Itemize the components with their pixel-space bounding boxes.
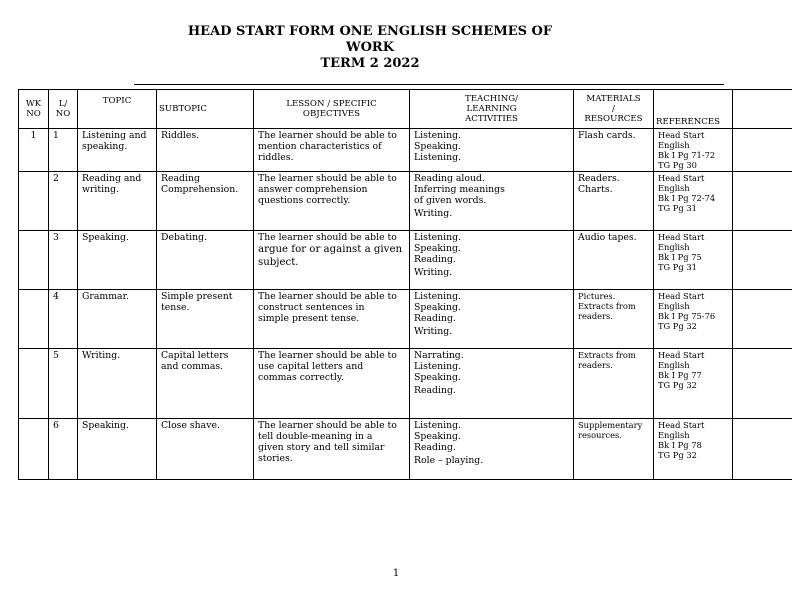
subtopic-cell: Reading Comprehension. [157, 172, 254, 231]
page-number: 1 [392, 568, 400, 579]
header-week-no: WK NO [19, 90, 49, 129]
references-cell: Head Start English Bk I Pg 75 TG Pg 31 [654, 231, 733, 290]
document-title [120, 24, 620, 72]
activities-cell: Listening. Speaking. Reading. Writing. [410, 290, 574, 349]
topic-cell: Grammar. [78, 290, 157, 349]
header-references: REFERENCES [654, 90, 733, 129]
objectives-cell: The learner should be able to mention characteristics of riddles. [254, 129, 410, 172]
materials-cell: Extracts from readers. [574, 349, 654, 419]
references-cell: Head Start English Bk I Pg 72-74 TG Pg 31 [654, 172, 733, 231]
activities-cell: Listening. Speaking. Reading. Role – playing. [410, 419, 574, 480]
header-materials: MATERIALS / RESOURCES [574, 90, 654, 129]
header-lesson-no: L/ NO [49, 90, 78, 129]
table-row [19, 172, 792, 231]
remarks-cell [733, 231, 792, 290]
lesson-number-cell: 2 [49, 172, 78, 231]
remarks-cell [733, 349, 792, 419]
topic-cell: Reading and writing. [78, 172, 157, 231]
materials-cell: Pictures. Extracts from readers. [574, 290, 654, 349]
references-cell: Head Start English Bk I Pg 75-76 TG Pg 32 [654, 290, 733, 349]
title-line-2: WORK [345, 40, 395, 55]
lesson-number-cell: 4 [49, 290, 78, 349]
materials-cell: Audio tapes. [574, 231, 654, 290]
materials-cell: Readers. Charts. [574, 172, 654, 231]
objectives-cell: The learner should be able to tell double-meaning in a given story and tell similar stories. [254, 419, 410, 480]
activities-cell: Reading aloud. Inferring meanings of given words. Writing. [410, 172, 574, 231]
remarks-cell [733, 129, 792, 172]
table-header-row [19, 90, 792, 129]
materials-cell: Supplementary resources. [574, 419, 654, 480]
subtopic-cell: Debating. [157, 231, 254, 290]
week-number-cell: 1 [19, 129, 49, 172]
references-cell: Head Start English Bk I Pg 77 TG Pg 32 [654, 349, 733, 419]
table-row [19, 290, 792, 349]
activities-cell: Narrating. Listening. Speaking. Reading. [410, 349, 574, 419]
week-cell-empty [19, 290, 49, 349]
subtopic-cell: Capital letters and commas. [157, 349, 254, 419]
header-remarks [733, 90, 792, 129]
lesson-number-cell: 3 [49, 231, 78, 290]
week-cell-empty [19, 172, 49, 231]
week-cell-empty [19, 349, 49, 419]
subtopic-cell: Riddles. [157, 129, 254, 172]
header-activities: TEACHING/ LEARNING ACTIVITIES [410, 90, 574, 129]
scheme-of-work-table [18, 89, 792, 480]
activities-cell: Listening. Speaking. Reading. Writing. [410, 231, 574, 290]
topic-cell: Speaking. [78, 231, 157, 290]
lesson-number-cell: 5 [49, 349, 78, 419]
week-cell-empty [19, 231, 49, 290]
objectives-cell: The learner should be able to answer comprehension questions correctly. [254, 172, 410, 231]
title-line-3: TERM 2 2022 [320, 56, 420, 71]
title-line-1: HEAD START FORM ONE ENGLISH SCHEMES OF [187, 24, 553, 39]
topic-cell: Writing. [78, 349, 157, 419]
references-cell: Head Start English Bk I Pg 71-72 TG Pg 30 [654, 129, 733, 172]
table-row [19, 419, 792, 480]
activities-cell: Listening. Speaking. Listening. [410, 129, 574, 172]
header-subtopic: SUBTOPIC [157, 90, 254, 129]
header-topic: TOPIC [78, 90, 157, 129]
references-cell: Head Start English Bk I Pg 78 TG Pg 32 [654, 419, 733, 480]
lesson-number-cell: 1 [49, 129, 78, 172]
subtopic-cell: Simple present tense. [157, 290, 254, 349]
title-underline [134, 84, 724, 85]
objectives-cell: The learner should be able to use capital letters and commas correctly. [254, 349, 410, 419]
table-row [19, 231, 792, 290]
objectives-cell: The learner should be able to argue for or against a given subject. [254, 231, 410, 290]
remarks-cell [733, 419, 792, 480]
week-cell-empty [19, 419, 49, 480]
header-objectives: LESSON / SPECIFIC OBJECTIVES [254, 90, 410, 129]
table-row [19, 129, 792, 172]
objectives-cell: The learner should be able to construct sentences in simple present tense. [254, 290, 410, 349]
subtopic-cell: Close shave. [157, 419, 254, 480]
remarks-cell [733, 172, 792, 231]
materials-cell: Flash cards. [574, 129, 654, 172]
table-row [19, 349, 792, 419]
topic-cell: Listening and speaking. [78, 129, 157, 172]
topic-cell: Speaking. [78, 419, 157, 480]
lesson-number-cell: 6 [49, 419, 78, 480]
remarks-cell [733, 290, 792, 349]
